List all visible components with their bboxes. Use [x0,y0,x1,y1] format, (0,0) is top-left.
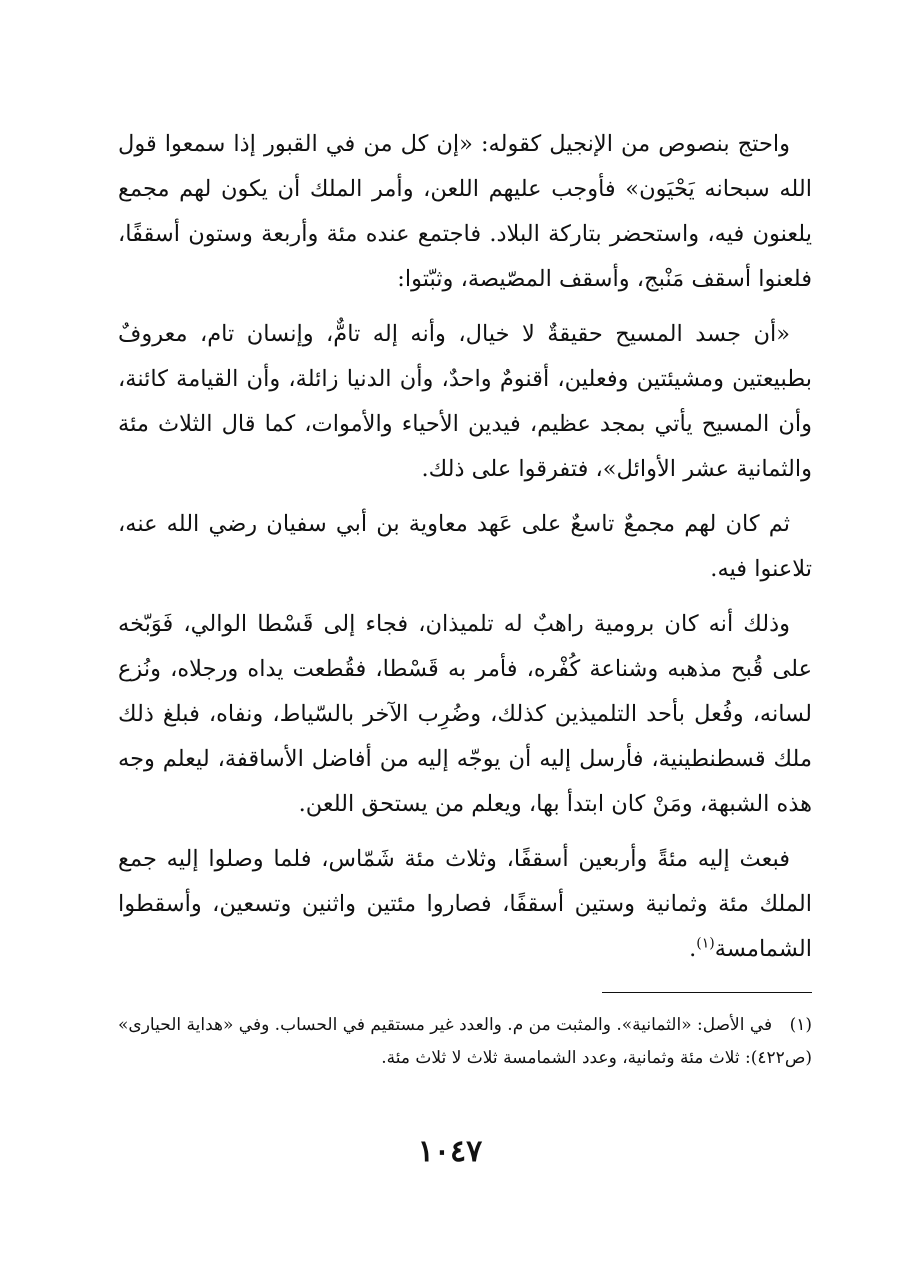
page-number: ١٠٤٧ [417,1134,483,1169]
paragraph-2: «أن جسد المسيح حقيقةٌ لا خيال، وأنه إله تامٌّ، وإنسان تام، معروفٌ بطبيعتين ومشيئتين وفعلين، أقنومٌ واحدٌ، وأن الدنيا زائلة، وأن القيامة كائنة، وأن المسيح يأتي بمجد عظيم، فيدين الأحياء والأموات، كما قال الثلاث مئة والثمانية عشر الأوائل»، فتفرقوا على ذلك. [118,321,812,482]
paragraph-5-text: فبعث إليه مئةً وأربعين أسقفًا، وثلاث مئة شَمّاس، فلما وصلوا إليه جمع الملك مئة وثمانية وستين أسقفًا، فصاروا مئتين واثنين وتسعين، وأسقطوا الشمامسة [118,846,812,962]
paragraph-5-end: . [689,936,697,962]
paragraph-3: ثم كان لهم مجمعٌ تاسعٌ على عَهد معاوية بن أبي سفيان رضي الله عنه، تلاعنوا فيه. [118,511,812,582]
footnote [118,1009,812,1075]
footnote-number: (١) [789,1015,812,1035]
footnote-text: في الأصل: «الثمانية». والمثبت من م. والعدد غير مستقيم في الحساب. وفي «هداية الحيارى» (ص٤٢٢): ثلاث مئة وثمانية، وعدد الشمامسة ثلاث لا ثلاث مئة. [118,1015,812,1068]
footnote-separator [602,992,812,993]
main-text [118,122,812,982]
paragraph-1: واحتج بنصوص من الإنجيل كقوله: «إن كل من في القبور إذا سمعوا قول الله سبحانه يَحْيَون» فأوجب عليهم اللعن، وأمر الملك أن يكون لهم مجمع يلعنون فيه، واستحضر بتاركة البلاد. فاجتمع عنده مئة وأربعة وستون أسقفًا، فلعنوا أسقف مَنْبج، وأسقف المصّيصة، وثبّتوا: [118,131,812,292]
footnote-marker[interactable]: (١) [696,935,715,952]
paragraph-5 [118,837,812,972]
paragraph-4: وذلك أنه كان برومية راهبٌ له تلميذان، فجاء إلى قَسْطا الوالي، فَوَبّخه على قُبح مذهبه وشناعة كُفْره، فأمر به قَسْطا، فقُطعت يداه ورجلاه، ونُزع لسانه، وفُعل بأحد التلميذين كذلك، وضُرِب الآخر بالسّياط، ونفاه، فبلغ ذلك ملك قسطنطينية، فأرسل إليه أن يوجّه إليه من أفاضل الأساقفة، ليعلم وجه هذه الشبهة، ومَنْ كان ابتدأ بها، ويعلم من يستحق اللعن. [118,611,812,817]
